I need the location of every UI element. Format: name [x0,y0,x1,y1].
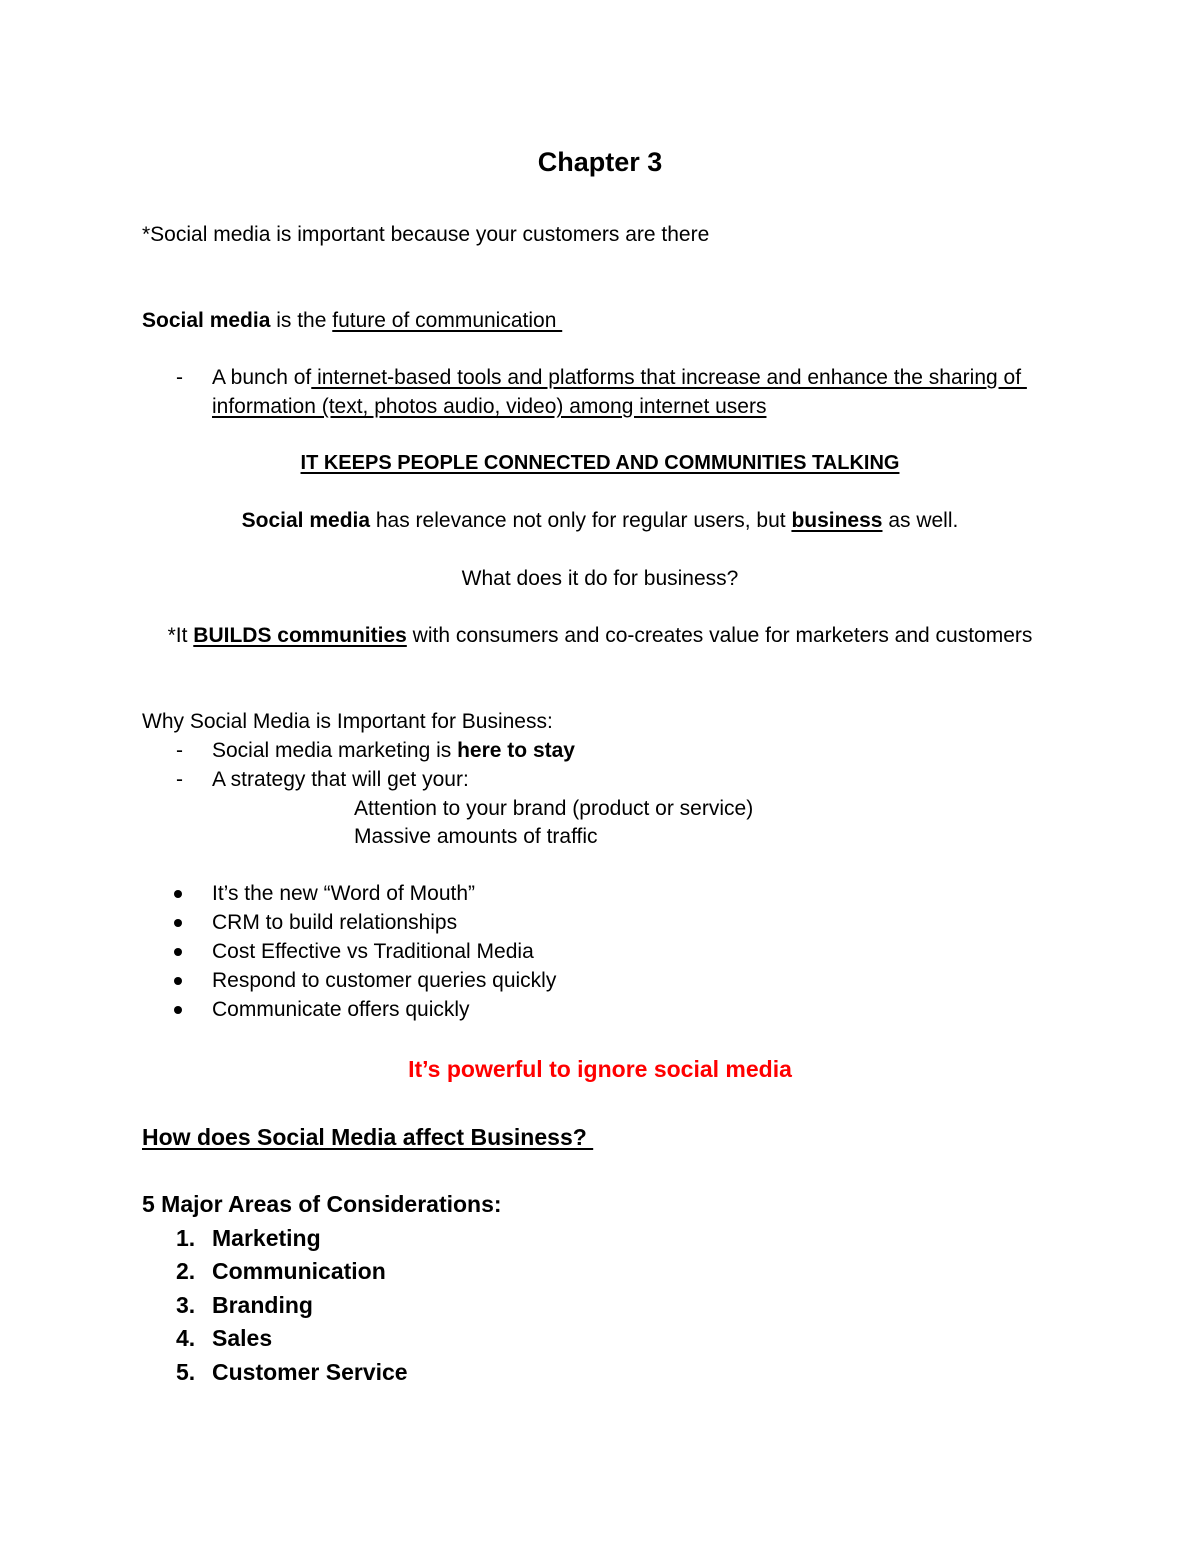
builds-rest: with consumers and co-creates value for marketers and customers [406,624,1033,647]
list-number: 5. [176,1359,196,1385]
builds-underlined: BUILDS communities [193,624,407,647]
list-item: Sales [212,1325,273,1351]
definition-bullet-line2: information (text, photos audio, video) among internet users [212,395,767,418]
definition-middle: is the [270,309,333,332]
why-item-2: A strategy that will get your: [212,768,469,791]
dash-marker: - [176,739,183,762]
relevance-subject: Social media [241,509,371,532]
list-item: Cost Effective vs Traditional Media [212,940,534,963]
intro-line: *Social media is important because your customers are there [142,223,710,246]
bullet-icon [174,977,182,985]
list-item: It’s the new “Word of Mouth” [212,882,476,905]
list-item: Communication [212,1258,386,1284]
list-item: Respond to customer queries quickly [212,969,557,992]
definition-line [142,308,562,333]
why-item-1-prefix: Social media marketing is [212,739,458,762]
definition-underlined: future of communication [332,309,563,332]
list-item: Communicate offers quickly [212,998,470,1021]
warning-text: It’s powerful to ignore social media [408,1056,792,1082]
builds-line [0,623,1200,648]
why-heading: Why Social Media is Important for Business: [142,710,553,733]
question-line: What does it do for business? [461,567,739,590]
why-item-1 [212,738,575,763]
page-title: Chapter 3 [537,147,663,177]
builds-prefix: *It [167,624,194,647]
affect-heading: How does Social Media affect Business? [142,1124,594,1150]
definition-bullet-underlined-1: internet-based tools and platforms that increase and enhance the sharing of [311,366,1027,389]
relevance-middle: has relevance not only for regular users, but [370,509,792,532]
relevance-line [0,508,1200,533]
why-item-1-bold: here to stay [457,739,575,762]
list-number: 2. [176,1258,196,1284]
list-number: 4. [176,1325,196,1351]
list-number: 1. [176,1225,196,1251]
definition-bullet-prefix: A bunch of [212,366,312,389]
list-item: CRM to build relationships [212,911,458,934]
list-item: Customer Service [212,1359,408,1385]
relevance-end: as well. [882,509,959,532]
why-sub-2: Massive amounts of traffic [354,825,598,848]
relevance-business: business [791,509,883,532]
bullet-icon [174,890,182,898]
list-item: Marketing [212,1225,321,1251]
bullet-icon [174,1006,182,1014]
bullet-icon [174,919,182,927]
definition-bullet-line1 [212,365,1027,390]
slogan: IT KEEPS PEOPLE CONNECTED AND COMMUNITIES TALKING [300,452,900,474]
dash-marker: - [176,768,183,791]
bullet-icon [174,948,182,956]
dash-marker: - [176,366,183,389]
areas-heading: 5 Major Areas of Considerations: [142,1191,502,1217]
list-number: 3. [176,1292,196,1318]
list-item: Branding [212,1292,313,1318]
why-sub-1: Attention to your brand (product or service) [354,797,754,820]
definition-subject: Social media [142,309,271,332]
